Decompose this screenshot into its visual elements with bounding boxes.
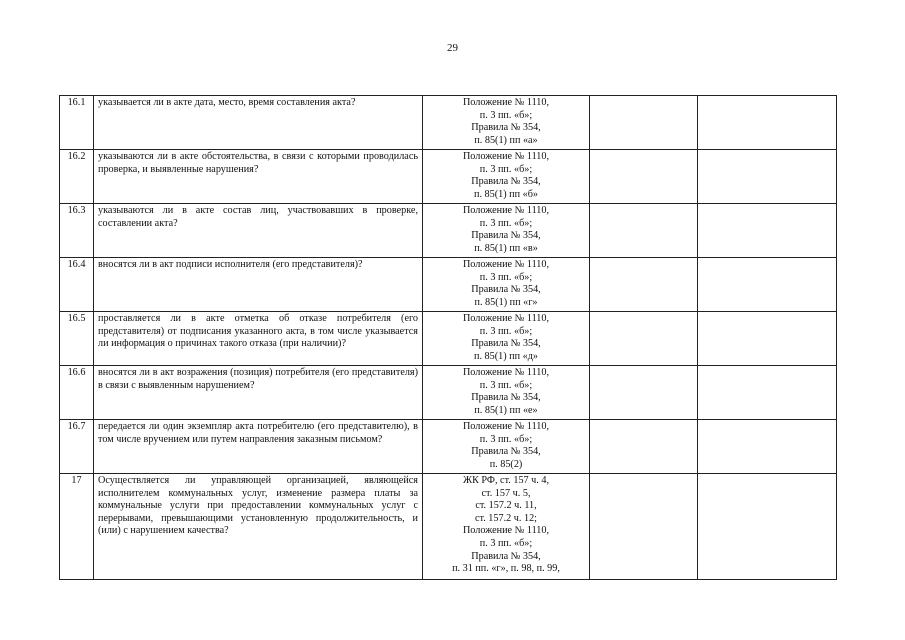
reference-line: п. 85(1) пп «д» [474, 350, 538, 362]
reference-line: ст. 157.2 ч. 11, [475, 500, 537, 512]
reference-line: Положение № 1110, [462, 367, 550, 378]
reference-line: Положение № 1110, [462, 313, 550, 324]
reference-line: п. 85(1) пп «в» [474, 242, 538, 254]
table-row [60, 150, 837, 204]
answer-cell [590, 420, 698, 474]
note-cell [698, 96, 837, 150]
checklist-body [60, 96, 837, 580]
answer-cell [590, 366, 698, 420]
note-cell [698, 204, 837, 258]
reference-line: Правила № 354, [471, 284, 541, 296]
answer-cell [590, 150, 698, 204]
reference-line: Правила № 354, [471, 230, 541, 242]
reference-line: п. 85(1) пп «г» [474, 296, 538, 308]
note-cell [698, 258, 837, 312]
table-row [60, 366, 837, 420]
item-question: Осуществляется ли управляющей организацией, являющейся исполнителем коммунальных услуг, изменение размера платы за коммунальные услуги при предоставлении коммунальных услуг с перерывами, превышающими установленную продолжительность, и (или) с нарушением качества? [94, 474, 423, 580]
reference-line: Положение № 1110, [462, 151, 550, 162]
item-number: 17 [60, 474, 94, 580]
page-number: 29 [447, 42, 458, 54]
note-cell [698, 420, 837, 474]
item-question: указываются ли в акте состав лиц, участвовавших в проверке, составлении акта? [94, 204, 423, 258]
item-number: 16.4 [60, 258, 94, 312]
reference-line: п. 3 пп. «б»; [479, 537, 533, 549]
reference-line: п. 85(1) пп «а» [474, 134, 538, 146]
item-number: 16.1 [60, 96, 94, 150]
note-cell [698, 366, 837, 420]
reference-line: Правила № 354, [471, 338, 541, 350]
item-question: вносятся ли в акт возражения (позиция) потребителя (его представителя) в связи с выявленным нарушением? [94, 366, 423, 420]
reference-line: п. 85(1) пп «е» [474, 404, 538, 416]
reference-line: Правила № 354, [471, 446, 541, 458]
legal-references [423, 96, 590, 150]
reference-line: п. 3 пп. «б»; [479, 379, 533, 391]
reference-line: Положение № 1110, [462, 205, 550, 216]
legal-references [423, 150, 590, 204]
reference-line: п. 85(2) [489, 458, 523, 470]
note-cell [698, 312, 837, 366]
legal-references [423, 258, 590, 312]
table-row [60, 474, 837, 580]
answer-cell [590, 474, 698, 580]
answer-cell [590, 96, 698, 150]
legal-references [423, 204, 590, 258]
table-row [60, 420, 837, 474]
note-cell [698, 150, 837, 204]
reference-line: п. 3 пп. «б»; [479, 325, 533, 337]
item-question: проставляется ли в акте отметка об отказе потребителя (его представителя) от подписания указанного акта, в том числе указывается ли информация о причинах такого отказа (при наличии)? [94, 312, 423, 366]
reference-line: ст. 157 ч. 5, [481, 487, 531, 499]
checklist-table [59, 95, 837, 580]
item-number: 16.7 [60, 420, 94, 474]
item-number: 16.3 [60, 204, 94, 258]
item-number: 16.6 [60, 366, 94, 420]
table-row [60, 204, 837, 258]
reference-line: п. 3 пп. «б»; [479, 109, 533, 121]
reference-line: ст. 157.2 ч. 12; [474, 512, 537, 524]
answer-cell [590, 258, 698, 312]
item-number: 16.5 [60, 312, 94, 366]
answer-cell [590, 204, 698, 258]
table-row [60, 258, 837, 312]
reference-line: Положение № 1110, [462, 259, 550, 270]
reference-line: Правила № 354, [471, 392, 541, 404]
note-cell [698, 474, 837, 580]
reference-line: ЖК РФ, ст. 157 ч. 4, [462, 475, 550, 486]
reference-line: п. 85(1) пп «б» [474, 188, 538, 200]
legal-references [423, 366, 590, 420]
reference-line: Правила № 354, [471, 550, 541, 562]
reference-line: п. 3 пп. «б»; [479, 271, 533, 283]
reference-line: Положение № 1110, [462, 525, 550, 537]
item-question: указываются ли в акте обстоятельства, в связи с которыми проводилась проверка, и выявленные нарушения? [94, 150, 423, 204]
reference-line: Положение № 1110, [462, 421, 550, 432]
reference-line: п. 3 пп. «б»; [479, 217, 533, 229]
reference-line: Правила № 354, [471, 122, 541, 134]
legal-references [423, 474, 590, 580]
answer-cell [590, 312, 698, 366]
item-question: передается ли один экземпляр акта потребителю (его представителю), в том числе вручением или путем направления заказным письмом? [94, 420, 423, 474]
reference-line: п. 3 пп. «б»; [479, 433, 533, 445]
table-row [60, 96, 837, 150]
table-row [60, 312, 837, 366]
item-question: указывается ли в акте дата, место, время составления акта? [94, 96, 423, 150]
item-number: 16.2 [60, 150, 94, 204]
legal-references [423, 312, 590, 366]
item-question: вносятся ли в акт подписи исполнителя (его представителя)? [94, 258, 423, 312]
reference-line: Правила № 354, [471, 176, 541, 188]
reference-line: Положение № 1110, [462, 97, 550, 108]
legal-references [423, 420, 590, 474]
reference-line: п. 31 пп. «г», п. 98, п. 99, [452, 563, 560, 575]
reference-line: п. 3 пп. «б»; [479, 163, 533, 175]
